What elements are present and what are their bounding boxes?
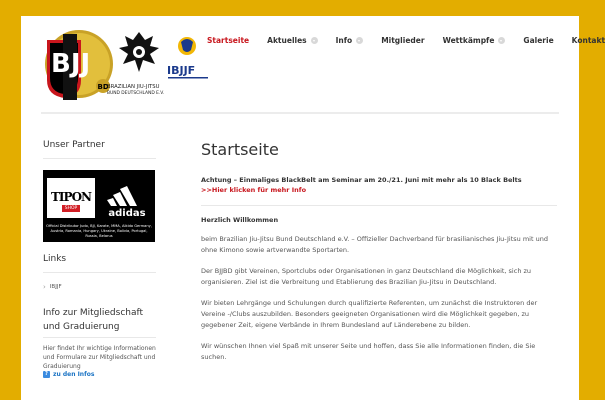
site-logo[interactable] <box>41 26 221 102</box>
org-name-line2: BUND DEUTSCHLAND E.V. <box>107 91 165 96</box>
nav-galerie[interactable] <box>523 36 553 45</box>
nav-kontakt[interactable] <box>572 36 605 45</box>
tipon-logo <box>47 178 95 218</box>
partner-widget-title: Unser Partner <box>43 140 156 159</box>
partner-banner[interactable] <box>43 170 155 242</box>
bjjbd-logo-graphic <box>41 26 221 102</box>
links-widget-title: Links <box>43 254 156 273</box>
logo-letters: BJJ <box>51 49 91 79</box>
nav-aktuelles[interactable] <box>267 36 318 45</box>
training-paragraph: Wir bieten Lehrgänge und Schulungen durch qualifizierte Referenten, um zunächst die Instruktoren der Vereine -/Clubs auszubilden. Besonders geeigneten Organisationen wird die Möglichkeit gegeben, zu gegebener Zeit, eigene Verbände in Ihrem Bundesland auf Länderebene zu bilden. <box>201 299 538 329</box>
nav-mitglieder[interactable] <box>381 36 424 45</box>
info-link[interactable] <box>43 371 156 378</box>
help-icon: ? <box>43 371 50 378</box>
welcome-heading: Herzlich Willkommen <box>201 216 279 224</box>
nav-label: Wettkämpfe <box>442 36 495 45</box>
nav-label: Mitglieder <box>381 36 425 45</box>
logo-badge-text: BD <box>97 83 109 91</box>
mission-paragraph: Der BJJBD gibt Vereinen, Sportclubs oder Organisationen in ganz Deutschland die Möglichkeit, sich zu organisieren. Ziel ist die Verbreitung und Etablierung des Brazilian Jiu-Jitsu in Deutschland. <box>201 267 532 286</box>
sidebar <box>43 140 156 378</box>
nav-label: Aktuelles <box>267 36 307 45</box>
header-divider <box>41 112 559 114</box>
links-widget <box>43 254 156 291</box>
adidas-logo-text: adidas <box>108 208 146 219</box>
page-title: Startseite <box>201 140 279 159</box>
announcement-text: Achtung – Einmaliges BlackBelt am Seminar am 20./21. Juni mit mehr als 10 Black Belts <box>201 176 522 184</box>
org-name-line1: BRAZILIAN JIU-JITSU <box>107 84 160 90</box>
membership-info-widget <box>43 306 156 378</box>
chevron-down-icon <box>498 37 505 44</box>
main-content <box>201 140 557 363</box>
nav-label: Info <box>335 36 353 45</box>
nav-label: Kontakt <box>571 36 605 45</box>
ibjjf-logo-text: IBJJF <box>167 64 196 77</box>
intro-paragraph: beim Brazilian Jiu-Jitsu Bund Deutschland e.V. – Offizieller Dachverband für brasilianisches Jiu-Jitsu mit und ohne Kimono sowie artverwandte Sportarten. <box>201 235 548 254</box>
membership-widget-title: Info zur Mitgliedschaft und Graduierung <box>43 306 156 338</box>
tipon-shop-label: SHOP <box>62 205 80 212</box>
nav-label: Startseite <box>207 36 250 45</box>
nav-label: Galerie <box>523 36 554 45</box>
chevron-down-icon <box>356 37 363 44</box>
nav-wettkaempfe[interactable] <box>443 36 506 45</box>
adidas-stripes-icon <box>103 180 151 208</box>
seminar-announcement <box>201 175 557 195</box>
page <box>21 16 605 400</box>
site-header <box>21 16 605 112</box>
announcement-link[interactable]: >>Hier klicken für mehr Info <box>201 186 307 194</box>
membership-info-text: Hier findet Ihr wichtige Informationen und Formulare zur Mitgliedschaft und Graduierung <box>43 345 156 370</box>
nav-startseite[interactable] <box>207 36 249 45</box>
chevron-down-icon <box>311 37 318 44</box>
main-navigation <box>207 36 605 45</box>
closing-paragraph: Wir wünschen Ihnen viel Spaß mit unserer Seite und hoffen, dass Sie alle Informationen finden, die Sie suchen. <box>201 342 536 361</box>
link-ibjjf[interactable]: › IBJJF <box>43 283 156 291</box>
info-link-label: zu den Infos <box>53 371 95 378</box>
nav-info[interactable] <box>336 36 364 45</box>
partner-widget <box>43 140 156 242</box>
tipon-logo-text: TIPON <box>51 190 91 204</box>
partner-caption: Official Distributor Judo, BJJ, Karate, MMA, Aikido Germany, Austria, Romania, Hungary, Ukraine, Bolivia, Portugal, Russia, Belarus <box>46 224 152 238</box>
content-divider <box>201 205 557 206</box>
adidas-logo <box>103 180 151 220</box>
